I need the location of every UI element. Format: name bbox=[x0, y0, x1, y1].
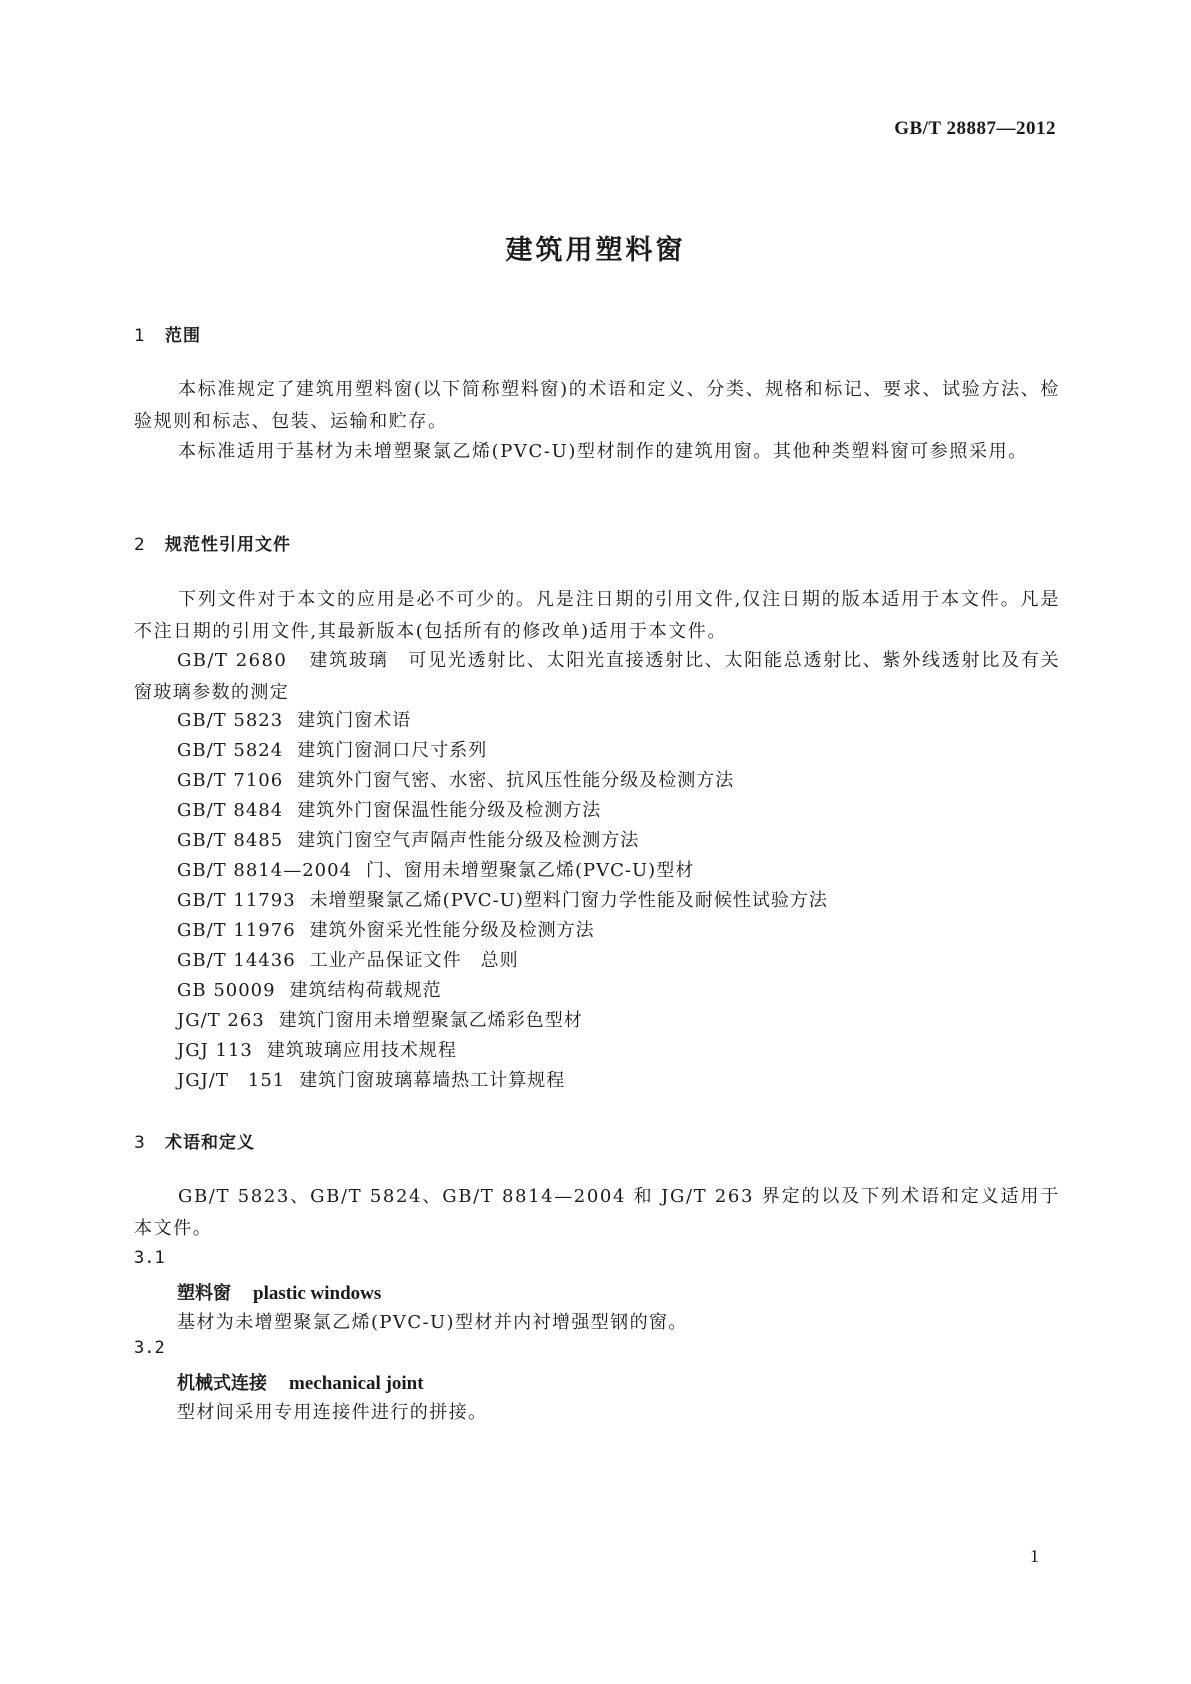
section-number: 3 bbox=[134, 1133, 146, 1153]
section-3-heading bbox=[134, 1128, 255, 1153]
reference-item bbox=[134, 645, 1060, 709]
reference-item bbox=[177, 735, 487, 767]
term-en: plastic windows bbox=[253, 1283, 382, 1304]
term-heading bbox=[177, 1279, 381, 1305]
reference-item bbox=[177, 705, 411, 737]
reference-code: GB/T 8485 bbox=[177, 830, 284, 851]
term-definition: 基材为未增塑聚氯乙烯(PVC-U)型材并内衬增强型钢的窗。 bbox=[177, 1312, 688, 1333]
reference-item bbox=[177, 975, 442, 1007]
reference-item bbox=[177, 945, 519, 977]
reference-code: GB/T 8484 bbox=[177, 800, 284, 821]
reference-code: JG/T 263 bbox=[177, 1010, 265, 1031]
reference-code: GB 50009 bbox=[177, 980, 276, 1001]
section-1-heading bbox=[134, 321, 201, 346]
section-title: 规范性引用文件 bbox=[165, 535, 291, 555]
term-zh: 机械式连接 bbox=[177, 1373, 267, 1394]
page-number: 1 bbox=[1030, 1546, 1039, 1566]
reference-title: 建筑外门窗保温性能分级及检测方法 bbox=[297, 800, 602, 821]
reference-code: GB/T 11976 bbox=[177, 920, 296, 941]
reference-title: 建筑玻璃应用技术规程 bbox=[266, 1040, 457, 1061]
section-number: 1 bbox=[134, 326, 146, 346]
reference-code: JGJ/T 151 bbox=[177, 1070, 286, 1091]
reference-item bbox=[177, 825, 639, 857]
terms-intro: GB/T 5823、GB/T 5824、GB/T 8814—2004 和 JG/T 263 界定的以及下列术语和定义适用于本文件。 bbox=[134, 1186, 1060, 1239]
reference-item bbox=[177, 885, 828, 917]
reference-title: 未增塑聚氯乙烯(PVC-U)塑料门窗力学性能及耐候性试验方法 bbox=[309, 890, 828, 911]
reference-code: JGJ 113 bbox=[177, 1040, 253, 1061]
term-heading bbox=[177, 1369, 424, 1395]
section-title: 范围 bbox=[165, 326, 201, 346]
term-zh: 塑料窗 bbox=[177, 1283, 231, 1304]
reference-item bbox=[177, 795, 601, 827]
reference-code: GB/T 5823 bbox=[177, 710, 284, 731]
reference-code: GB/T 2680 bbox=[177, 650, 288, 671]
clause-number: 3.2 bbox=[134, 1338, 165, 1358]
reference-title: 建筑门窗玻璃幕墙热工计算规程 bbox=[299, 1070, 566, 1091]
reference-code: GB/T 5824 bbox=[177, 740, 284, 761]
reference-title: 门、窗用未增塑聚氯乙烯(PVC-U)型材 bbox=[366, 860, 695, 881]
section-2-heading bbox=[134, 530, 291, 555]
scope-paragraph-1: 本标准规定了建筑用塑料窗(以下简称塑料窗)的术语和定义、分类、规格和标记、要求、试验方法、检验规则和标志、包装、运输和贮存。 bbox=[134, 379, 1060, 432]
reference-title: 建筑玻璃 可见光透射比、太阳光直接透射比、太阳能总透射比、紫外线透射比及有关窗玻璃参数的测定 bbox=[134, 650, 1060, 703]
section-number: 2 bbox=[134, 535, 146, 555]
reference-title: 建筑门窗空气声隔声性能分级及检测方法 bbox=[297, 830, 640, 851]
term-definition: 型材间采用专用连接件进行的拼接。 bbox=[177, 1402, 488, 1423]
reference-title: 建筑结构荷载规范 bbox=[289, 980, 442, 1001]
reference-title: 建筑门窗术语 bbox=[297, 710, 412, 731]
reference-item bbox=[177, 1065, 565, 1097]
reference-code: GB/T 11793 bbox=[177, 890, 296, 911]
section-title: 术语和定义 bbox=[165, 1133, 255, 1153]
reference-item bbox=[177, 765, 734, 797]
reference-title: 工业产品保证文件 总则 bbox=[309, 950, 519, 971]
reference-item bbox=[177, 855, 694, 887]
reference-title: 建筑外门窗气密、水密、抗风压性能分级及检测方法 bbox=[297, 770, 735, 791]
reference-title: 建筑门窗洞口尺寸系列 bbox=[297, 740, 488, 761]
reference-item bbox=[177, 1035, 457, 1067]
clause-number: 3.1 bbox=[134, 1248, 165, 1268]
term-en: mechanical joint bbox=[289, 1373, 424, 1394]
references-intro: 下列文件对于本文的应用是必不可少的。凡是注日期的引用文件,仅注日期的版本适用于本文件。凡是不注日期的引用文件,其最新版本(包括所有的修改单)适用于本文件。 bbox=[134, 589, 1060, 642]
document-title: 建筑用塑料窗 bbox=[505, 235, 686, 266]
reference-code: GB/T 7106 bbox=[177, 770, 284, 791]
reference-title: 建筑门窗用未增塑聚氯乙烯彩色型材 bbox=[278, 1010, 583, 1031]
reference-code: GB/T 14436 bbox=[177, 950, 296, 971]
reference-item bbox=[177, 1005, 583, 1037]
standard-code: GB/T 28887—2012 bbox=[894, 118, 1056, 139]
reference-title: 建筑外窗采光性能分级及检测方法 bbox=[309, 920, 595, 941]
scope-paragraph-2: 本标准适用于基材为未增塑聚氯乙烯(PVC-U)型材制作的建筑用窗。其他种类塑料窗可参照采用。 bbox=[178, 441, 1028, 462]
reference-item bbox=[177, 915, 595, 947]
reference-code: GB/T 8814—2004 bbox=[177, 860, 353, 881]
